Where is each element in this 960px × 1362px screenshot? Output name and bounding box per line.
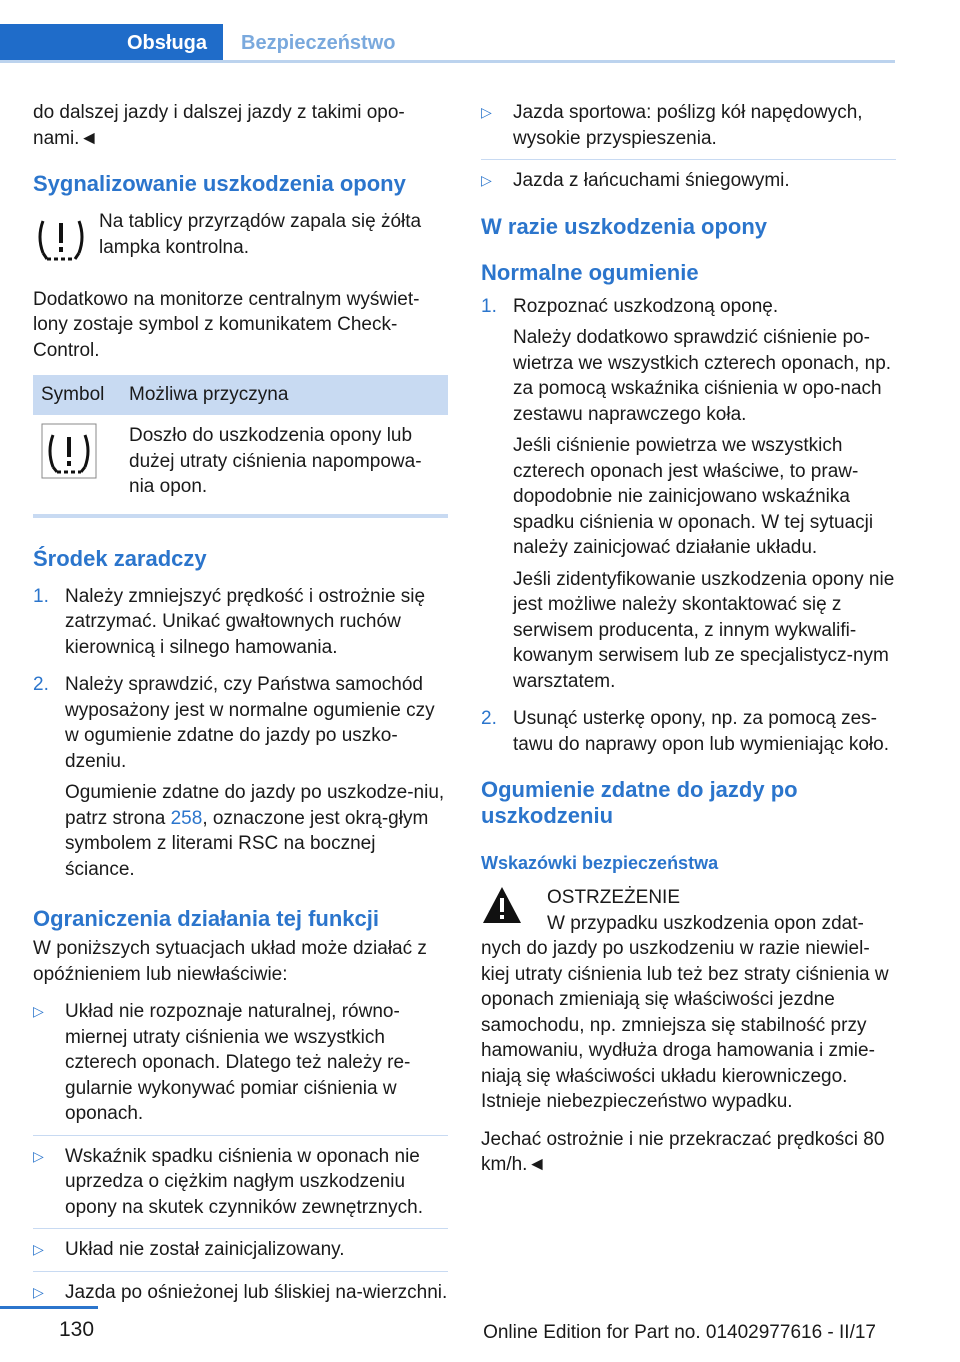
table-header-symbol: Symbol [33, 375, 121, 415]
right-column [481, 100, 896, 1190]
triangle-bullet-icon: ▷ [481, 104, 492, 120]
limits-paragraph: W poniższych sytuacjach układ może działać z opóźnieniem lub niewłaściwie: [33, 938, 427, 985]
symbol-table [33, 375, 448, 518]
list-text: Należy sprawdzić, czy Państwa samochód wyposażony jest w normalne ogumienie czy w ogumienie zdatne do jazdy po uszko-dzeniu. [65, 674, 435, 772]
triangle-bullet-icon: ▷ [481, 172, 492, 188]
list-item [481, 706, 896, 763]
list-number: 2. [33, 674, 49, 695]
tire-pressure-warning-icon [33, 209, 99, 273]
list-item [481, 168, 896, 202]
list-item [33, 1144, 448, 1230]
heading-remedy: Środek zaradczy [33, 545, 207, 571]
page-number: 130 [59, 1318, 95, 1341]
triangle-bullet-icon: ▷ [33, 1283, 44, 1300]
heading-rsc-tires: Ogumienie zdatne do jazdy po uszkodzeniu [481, 777, 798, 828]
list-item [481, 100, 896, 160]
heading-normal-tires: Normalne ogumienie [481, 259, 699, 285]
list-text: Jazda sportowa: poślizg kół napędowych, wysokie przyspieszenia. [513, 102, 863, 149]
tab-obsluga[interactable]: Obsługa [0, 24, 223, 62]
list-number: 1. [481, 295, 497, 317]
list-text: Należy dodatkowo sprawdzić ciśnienie po-wietrza we wszystkich czterech oponach, np. za pomocą wskaźnika ciśnienia w opo-nach zestawu naprawczego koła. [513, 327, 892, 425]
list-number: 2. [481, 708, 497, 729]
list-item [33, 999, 448, 1136]
list-text: Układ nie rozpoznaje naturalnej, równo-miernej utraty ciśnienia we wszystkich czterech oponach. Dlatego też należy re-gularnie wykonywać pomiar ciśnienia w oponach. [65, 1001, 411, 1124]
signal-row [33, 209, 448, 273]
list-item [33, 584, 448, 667]
table-header-cause: Możliwa przyczyna [121, 375, 448, 415]
table-row [33, 415, 448, 516]
list-text: Jazda z łańcuchami śniegowymi. [513, 170, 790, 191]
list-text: Należy zmniejszyć prędkość i ostrożnie się zatrzymać. Unikać gwałtownych ruchów kierownicą i silnego hamowania. [65, 585, 426, 658]
footer-divider [0, 1306, 98, 1309]
list-text: Rozpoznać uszkodzoną oponę. [513, 295, 779, 317]
warning-text: nych do jazdy po uszkodzeniu w razie niewiel-kiej utraty ciśnienia lub też bez straty ciśnienia w oponach zmieniają się właściwości jezdne samochodu, np. zmniejsza się stabilność przy hamowaniu, wydłuża droga hamowania i zmie-niają się właściwości układu kierowniczego. Istnieje niebezpieczeństwo wypadku. [481, 938, 889, 1112]
page-link[interactable]: 258 [170, 807, 203, 829]
tab-bezpieczenstwo[interactable]: Bezpieczeństwo [241, 31, 396, 54]
triangle-bullet-icon: ▷ [33, 1147, 44, 1164]
warning-triangle-icon [481, 885, 531, 936]
list-item [33, 672, 448, 888]
list-text: Jazda po ośnieżonej lub śliskiej na-wierzchni. [65, 1281, 448, 1303]
list-number: 1. [33, 585, 49, 607]
edition-label: Online Edition for Part no. 01402977616 - II/17 [483, 1322, 876, 1343]
triangle-bullet-icon: ▷ [33, 1003, 44, 1019]
monitor-paragraph: Dodatkowo na monitorze centralnym wyświet-lony zostaje symbol z komunikatem Check-Control. [33, 288, 420, 361]
heading-signal: Sygnalizowanie uszkodzenia opony [33, 171, 406, 196]
list-text: Jeśli zidentyfikowanie uszkodzenia opony nie jest możliwe należy skontaktować się z serwisem producenta, z innym wykwalifi-kowanym serwisem lub ze specjalistycz-nym warsztatem. [513, 568, 895, 692]
warning-lead: W przypadku uszkodzenia opon zdat- [547, 912, 864, 934]
heading-limits: Ograniczenia działania tej funkcji [33, 906, 379, 931]
list-item [481, 294, 896, 701]
warning-title: OSTRZEŻENIE [547, 887, 681, 908]
heading-safety: Wskazówki bezpieczeństwa [481, 853, 719, 873]
intro-paragraph: do dalszej jazdy i dalszej jazdy z takimi opo-nami.◄ [33, 102, 405, 149]
triangle-bullet-icon: ▷ [33, 1241, 44, 1257]
left-column [33, 100, 448, 1321]
heading-damage: W razie uszkodzenia opony [481, 213, 768, 239]
list-text: Układ nie został zainicjalizowany. [65, 1239, 345, 1260]
drive-paragraph: Jechać ostrożnie i nie przekraczać prędkości 80 km/h.◄ [481, 1128, 885, 1175]
header-divider [0, 60, 895, 63]
page-header [0, 0, 960, 64]
list-text: Usunąć usterkę opony, np. za pomocą zes-tawu do naprawy opon lub wymieniając koło. [513, 708, 889, 755]
table-cause-cell: Doszło do uszkodzenia opony lub dużej utraty ciśnienia napompowa-nia opon. [121, 415, 448, 516]
list-item [33, 1237, 448, 1272]
table-symbol-cell [33, 415, 121, 516]
list-text: Wskaźnik spadku ciśnienia w oponach nie uprzedza o ciężkim nagłym uszkodzeniu opony na skutek czynników zewnętrznych. [65, 1145, 424, 1218]
tire-pressure-warning-icon [41, 463, 97, 484]
list-text: Jeśli ciśnienie powietrza we wszystkich czterech oponach jest właściwe, to praw-dopodobnie nie zainicjowano wskaźnika spadku ciśnienia w oponach. W tej sytuacji należy zainicjować działanie układu. [513, 435, 874, 558]
warning-block [481, 885, 896, 936]
list-text-extra: Ogumienie zdatne do jazdy po uszkodze-niu, patrz strona 258, oznaczone jest okrą-głym symbolem z literami RSC na bocznej ściance. [65, 782, 445, 880]
signal-text: Na tablicy przyrządów zapala się żółta lampka kontrolna. [99, 211, 422, 258]
